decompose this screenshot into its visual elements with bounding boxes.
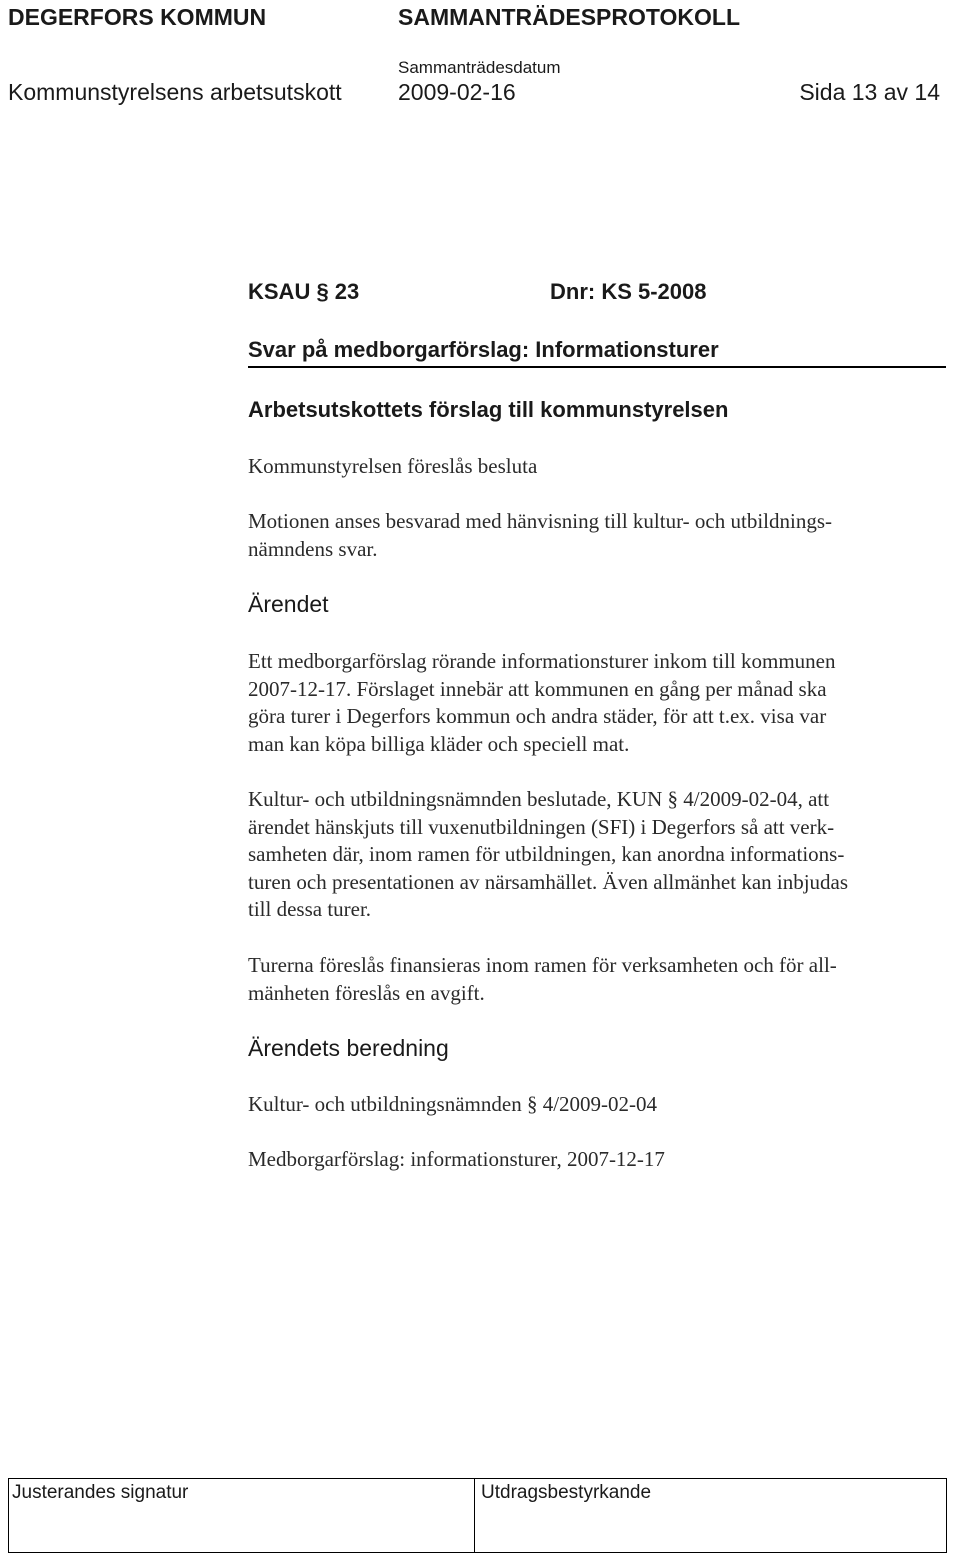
- paragraph-line: man kan köpa billiga kläder och speciell mat.: [248, 731, 630, 756]
- paragraph-line: Turerna föreslås finansieras inom ramen för verksamheten och för all-: [248, 953, 837, 977]
- signature-label: Justerandes signatur: [12, 1482, 189, 1503]
- arendet-paragraph-1: [248, 648, 948, 758]
- proposal-line: nämndens svar.: [248, 536, 378, 561]
- proposal-lead-text: Kommunstyrelsen föreslås besluta: [248, 454, 538, 478]
- beredning-item: [248, 1146, 948, 1174]
- item-dnr: Dnr: KS 5-2008: [550, 279, 707, 304]
- doc-type: SAMMANTRÄDESPROTOKOLL: [398, 4, 741, 30]
- paragraph-line: turen och presentationen av närsamhället. Även allmänhet kan inbjudas: [248, 869, 849, 894]
- title-rule: [248, 366, 946, 368]
- beredning-line: Medborgarförslag: informationsturer, 2007-12-17: [248, 1147, 665, 1171]
- committee-name: Kommunstyrelsens arbetsutskott: [8, 79, 342, 105]
- proposal-heading: Arbetsutskottets förslag till kommunstyrelsen: [248, 397, 729, 422]
- paragraph-line: till dessa turer.: [248, 897, 372, 921]
- beredning-item: [248, 1091, 948, 1119]
- org-name: DEGERFORS KOMMUN: [8, 4, 267, 30]
- arendet-paragraph-3: [248, 952, 948, 1007]
- proposal-decision: [248, 508, 948, 563]
- paragraph-line: mänheten föreslås en avgift.: [248, 980, 485, 1005]
- arendet-heading: Ärendet: [248, 591, 329, 617]
- item-title: Svar på medborgarförslag: Informationsturer: [248, 337, 719, 362]
- page-number: Sida 13 av 14: [799, 79, 940, 105]
- paragraph-line: ärendet hänskjuts till vuxenutbildningen (SFI) i Degerfors så att verk-: [248, 814, 835, 839]
- proposal-line: Motionen anses besvarad med hänvisning till kultur- och utbildnings-: [248, 509, 832, 533]
- item-number: KSAU § 23: [248, 279, 360, 304]
- meeting-date: 2009-02-16: [398, 79, 516, 105]
- beredning-heading: Ärendets beredning: [248, 1035, 449, 1061]
- paragraph-line: samheten där, inom ramen för utbildningen, kan anordna informations-: [248, 842, 845, 866]
- beredning-line: Kultur- och utbildningsnämnden § 4/2009-02-04: [248, 1092, 658, 1116]
- certification-label: Utdragsbestyrkande: [481, 1482, 652, 1503]
- paragraph-line: göra turer i Degerfors kommun och andra städer, för att t.ex. visa var: [248, 704, 827, 728]
- arendet-paragraph-2: [248, 786, 948, 924]
- proposal-lead: [248, 453, 948, 481]
- paragraph-line: Kultur- och utbildningsnämnden beslutade, KUN § 4/2009-02-04, att: [248, 787, 830, 811]
- paragraph-line: 2007-12-17. Förslaget innebär att kommunen en gång per månad ska: [248, 676, 827, 701]
- date-label: Sammanträdesdatum: [398, 58, 561, 77]
- paragraph-line: Ett medborgarförslag rörande informationsturer inkom till kommunen: [248, 649, 836, 673]
